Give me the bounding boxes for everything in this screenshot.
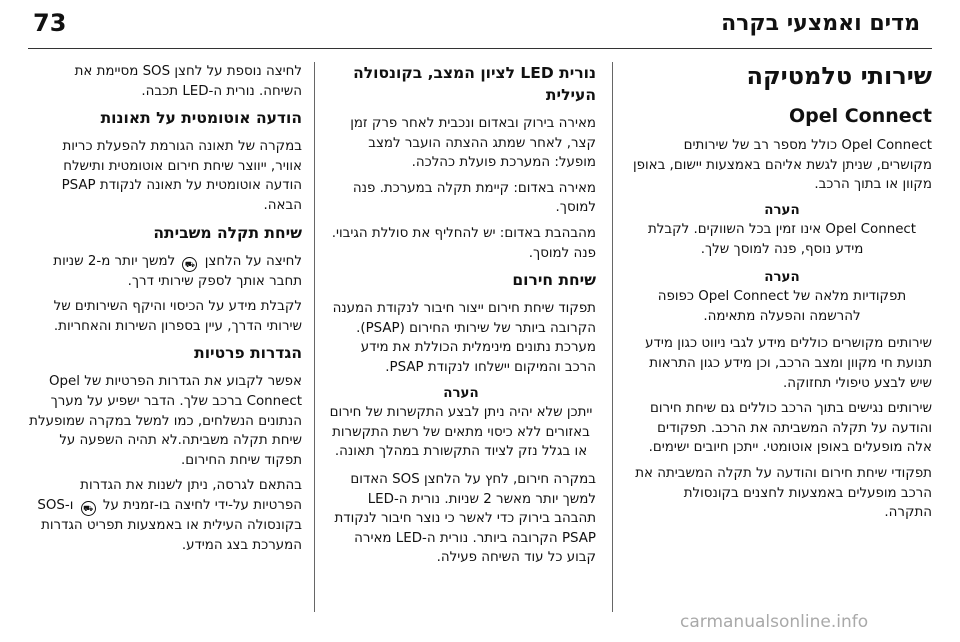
column-right (632, 62, 932, 529)
breakdown-button-icon: ⛟ (81, 501, 96, 516)
note-title: הערה (764, 202, 800, 218)
column-middle (326, 62, 596, 574)
paragraph: אפשר לקבוע את הגדרות הפרטיות של Opel Connect ברכב שלך. הדבר ישפיע על מערך הנתונים הנשלחים, כמו למשל במקרה שמופעלת שיחת תקלה משביתה.לא תהיה השפעה על תפקוד שיחת החירום. (29, 374, 302, 468)
column-left (28, 62, 302, 561)
page-header (0, 0, 960, 48)
note-text: ייתכן שלא יהיה ניתן לבצע התקשרות של חירום באזורים ללא כיסוי מתאים של רשת התקשרות או בגלל נזק לציוד התקשורת במהלך תאונה. (329, 405, 593, 460)
column-divider (612, 62, 613, 612)
auto-crash-heading: הודעה אוטומטית על תאונות (100, 109, 302, 128)
note-title: הערה (764, 269, 800, 285)
note-block (326, 384, 596, 462)
paragraph (28, 252, 302, 292)
paragraph: Opel Connect כולל מספר רב של שירותים מקושרים, שניתן לגשת אליהם באמצעות יישום, באופן מקוון או בתוך הרכב. (632, 138, 932, 193)
text-fragment: ו- (64, 497, 74, 513)
running-title: מדים ואמצעי בקרה (721, 11, 920, 36)
emergency-call-heading: שיחת חירום (512, 271, 596, 290)
text-fragment: SOS בקונסולה העילית או באמצעות תפריט הגדרות המערכת בצג המידע. (37, 497, 302, 553)
breakdown-button-icon: ⛟ (182, 257, 197, 272)
text-fragment: לחיצה על הלחצן (204, 253, 302, 269)
paragraph: שירותים נגישים בתוך הרכב כוללים גם שיחת חירום והודעה על תקלה המשביתה את הרכב. תפקודים אלה מופעלים באופן אוטומטי. ייתכן חיובים ישימים. (648, 401, 932, 456)
note-title: הערה (443, 385, 479, 401)
page-number: 73 (33, 9, 67, 37)
paragraph: לקבלת מידע על הכיסוי והיקף השירותים של שירותי הדרך, עיין בספרון השירות והאחריות. (53, 299, 302, 334)
note-text: תפקודיות מלאה של Opel Connect כפופה להרשמה והפעלה מתאימה. (657, 289, 907, 324)
note-block (632, 268, 932, 327)
paragraph: מאירה בירוק ובאדום ונכבית לאחר פרק זמן קצר, לאחר שמתג ההצתה הועבר למצב מופעל: המערכת פועלת כהלכה. (350, 116, 596, 171)
paragraph (28, 476, 302, 555)
paragraph: מהבהבת באדום: יש להחליף את סוללת הגיבוי. פנה למוסך. (331, 225, 596, 261)
note-text: Opel Connect אינו זמין בכל השווקים. לקבלת מידע נוסף, פנה למוסך שלך. (647, 222, 917, 257)
note-block (632, 201, 932, 260)
paragraph: שירותים מקושרים כוללים מידע לגבי ניווט כגון מידע תנועת חי מקוון ומצב הרכב, וכן מידע כגון התראות שיש לבצע טיפולי תחזוקה. (645, 336, 932, 391)
section-title: שירותי טלמטיקה (746, 62, 932, 90)
paragraph: לחיצה נוספת על לחצן SOS מסיימת את השיחה. נורית ה-LED תכבה. (74, 64, 302, 99)
watermark-text: carmanualsonline.info (680, 612, 869, 632)
column-divider (314, 62, 315, 612)
paragraph: תפקודי שיחת חירום והודעה על תקלה המשביתה את הרכב מופעלים באמצעות לחצנים בקונסולת התקרה. (635, 465, 932, 521)
breakdown-call-heading: שיחת תקלה משביתה (153, 223, 302, 242)
text-fragment: בהתאם לגרסה, ניתן לשנות את הגדרות הפרטיות על-ידי לחיצה בו-זמנית על (80, 478, 302, 513)
paragraph: במקרה חירום, לחץ על הלחצן SOS האדום למשך יותר מאשר 2 שניות. נורית ה-LED תהבהב בירוק כדי לאשר כי נוצר חיבור לנקודת PSAP הקרובה ביותר. נורית ה-LED מאירה קבוע כל עוד השיחה פעילה. (334, 471, 596, 566)
header-rule (28, 48, 932, 49)
privacy-heading: הגדרות פרטיות (194, 344, 302, 363)
subsection-title: Opel Connect (788, 105, 932, 127)
paragraph: תפקוד שיחת חירום ייצור חיבור לנקודת המענה הקרובה ביותר של שירותי החירום (PSAP). מערכת נתונים מינימלית הכוללת את מידע הרכב והמיקום יישלחו לנקודת PSAP. (332, 301, 596, 375)
paragraph: במקרה של תאונה הגורמת להפעלת כריות אוויר, ייווצר שיחת חירום אוטומטית ותישלח הודעה אוטומטית על תאונה לנקודת PSAP הבאה. (61, 139, 302, 213)
paragraph: מאירה באדום: קיימת תקלה במערכת. פנה למוסך. (352, 180, 596, 216)
led-heading: נורית LED לציון המצב, בקונסולה העילית (353, 64, 596, 104)
text-fragment: למשך יותר מ-2 שניות תחבר אותך לספק שירותי דרך. (53, 253, 302, 289)
